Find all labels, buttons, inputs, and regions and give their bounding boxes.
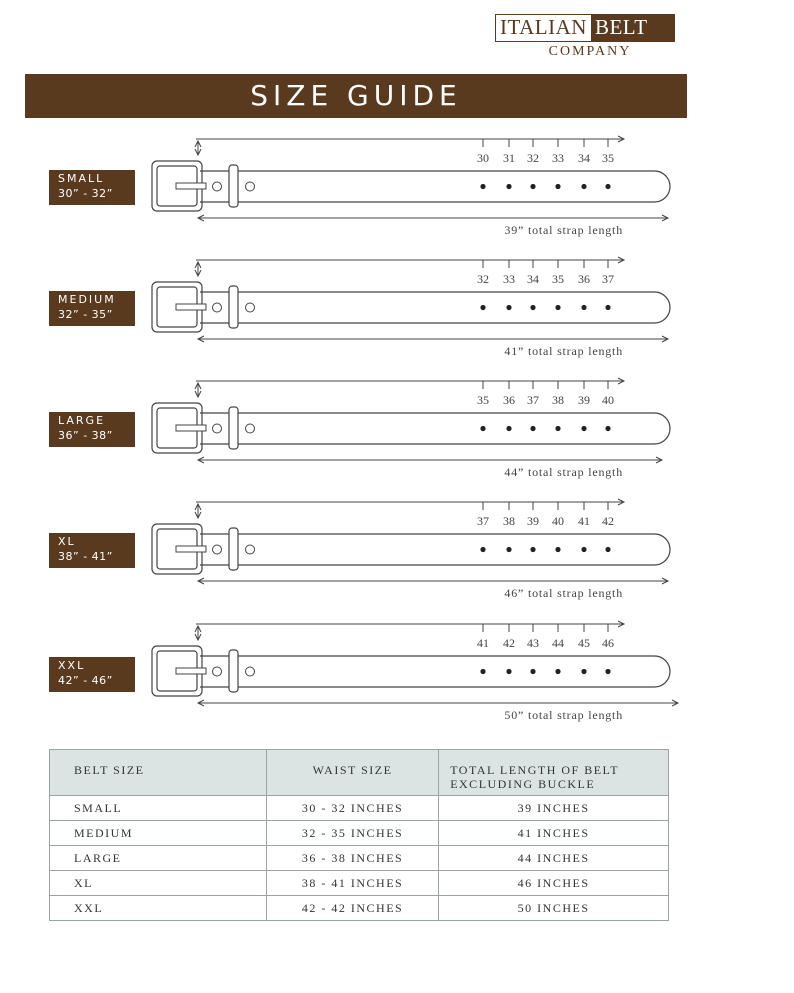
buckle-prong [176,304,206,310]
size-table [49,749,669,921]
rivet-hole [213,303,222,312]
hole-size-label: 36 [578,272,590,286]
cell-waist-size: 42 - 42 INCHES [266,896,438,921]
size-label-range: 38” - 41” [58,550,113,563]
size-label-name: XL [58,535,76,548]
hole-size-label: 37 [527,393,539,407]
adjustment-hole [530,547,535,552]
total-strap-length-label: 44” total strap length [504,465,623,479]
adjustment-hole [555,669,560,674]
rivet-hole [246,424,255,433]
logo-word-company: COMPANY [548,44,632,59]
adjustment-hole [605,426,610,431]
rivet-hole [213,424,222,433]
logo-word-belt: BELT [591,15,674,41]
adjustment-hole [605,184,610,189]
cell-belt-size: MEDIUM [50,821,267,846]
hole-size-label: 32 [477,272,489,286]
hole-size-label: 45 [578,636,590,650]
adjustment-hole [555,184,560,189]
adjustment-hole [480,426,485,431]
belt-keeper [229,286,238,328]
hole-size-label: 38 [552,393,564,407]
size-label-name: LARGE [58,414,106,427]
size-label-range: 36” - 38” [58,429,113,442]
adjustment-hole [480,184,485,189]
cell-belt-size: XXL [50,896,267,921]
rivet-hole [246,667,255,676]
hole-size-label: 41 [578,514,590,528]
total-strap-length-label: 50” total strap length [504,708,623,722]
size-label-name: XXL [58,659,86,672]
belt-strap [200,171,670,202]
hole-size-label: 33 [503,272,515,286]
header-total-length-line2: EXCLUDING BUCKLE [450,777,596,791]
cell-total-length: 46 INCHES [439,871,669,896]
adjustment-hole [530,426,535,431]
belt-keeper [229,528,238,570]
cell-belt-size: XL [50,871,267,896]
header-total-length [439,750,669,796]
size-label-range: 30” - 32” [58,187,113,200]
cell-total-length: 39 INCHES [439,796,669,821]
belt-keeper [229,407,238,449]
adjustment-hole [530,305,535,310]
cell-total-length: 41 INCHES [439,821,669,846]
adjustment-hole [506,547,511,552]
adjustment-hole [480,547,485,552]
adjustment-hole [506,305,511,310]
adjustment-hole [581,426,586,431]
total-strap-length-label: 41” total strap length [504,344,623,358]
header-belt-size: BELT SIZE [50,750,267,796]
rivet-hole [246,303,255,312]
cell-waist-size: 36 - 38 INCHES [266,846,438,871]
adjustment-hole [581,305,586,310]
hole-size-label: 35 [602,151,614,165]
size-label-xxl [49,657,135,692]
hole-size-label: 32 [527,151,539,165]
total-strap-length-label: 39” total strap length [504,223,623,237]
table-row [50,821,669,846]
hole-size-label: 34 [578,151,590,165]
belt-strap [200,413,670,444]
adjustment-hole [555,547,560,552]
hole-size-label: 46 [602,636,614,650]
size-label-small [49,170,135,205]
rivet-hole [213,545,222,554]
cell-total-length: 50 INCHES [439,896,669,921]
belt-keeper [229,650,238,692]
table-row [50,846,669,871]
hole-size-label: 38 [503,514,515,528]
hole-size-label: 36 [503,393,515,407]
buckle-prong [176,668,206,674]
cell-waist-size: 30 - 32 INCHES [266,796,438,821]
total-strap-length-label: 46” total strap length [504,586,623,600]
cell-belt-size: SMALL [50,796,267,821]
rivet-hole [213,667,222,676]
header-waist-size: WAIST SIZE [266,750,438,796]
table-header-row [50,750,669,796]
adjustment-hole [530,184,535,189]
table-row [50,871,669,896]
hole-size-label: 35 [477,393,489,407]
belt-strap [200,656,670,687]
size-label-medium [49,291,135,326]
hole-size-label: 30 [477,151,489,165]
adjustment-hole [530,669,535,674]
hole-size-label: 40 [552,514,564,528]
size-label-xl [49,533,135,568]
rivet-hole [213,182,222,191]
hole-size-label: 37 [477,514,489,528]
hole-size-label: 39 [527,514,539,528]
adjustment-hole [555,426,560,431]
logo-word-italian: ITALIAN [496,15,591,41]
adjustment-hole [605,669,610,674]
belt-strap [200,534,670,565]
hole-size-label: 42 [602,514,614,528]
adjustment-hole [480,669,485,674]
table-row [50,796,669,821]
size-label-name: MEDIUM [58,293,116,306]
cell-total-length: 44 INCHES [439,846,669,871]
adjustment-hole [581,547,586,552]
hole-size-label: 44 [552,636,564,650]
hole-size-label: 40 [602,393,614,407]
hole-size-label: 37 [602,272,614,286]
adjustment-hole [506,669,511,674]
belt-keeper [229,165,238,207]
adjustment-hole [555,305,560,310]
adjustment-hole [581,669,586,674]
rivet-hole [246,545,255,554]
size-label-range: 42” - 46” [58,674,113,687]
size-label-large [49,412,135,447]
hole-size-label: 39 [578,393,590,407]
adjustment-hole [480,305,485,310]
adjustment-hole [581,184,586,189]
rivet-hole [246,182,255,191]
hole-size-label: 34 [527,272,539,286]
size-label-range: 32” - 35” [58,308,113,321]
table-row [50,896,669,921]
hole-size-label: 33 [552,151,564,165]
buckle-prong [176,183,206,189]
belt-strap [200,292,670,323]
cell-waist-size: 38 - 41 INCHES [266,871,438,896]
adjustment-hole [506,184,511,189]
buckle-prong [176,546,206,552]
cell-belt-size: LARGE [50,846,267,871]
hole-size-label: 41 [477,636,489,650]
hole-size-label: 35 [552,272,564,286]
adjustment-hole [506,426,511,431]
size-label-name: SMALL [58,172,105,185]
hole-size-label: 43 [527,636,539,650]
cell-waist-size: 32 - 35 INCHES [266,821,438,846]
hole-size-label: 42 [503,636,515,650]
adjustment-hole [605,547,610,552]
hole-size-label: 31 [503,151,515,165]
adjustment-hole [605,305,610,310]
buckle-prong [176,425,206,431]
page-title: SIZE GUIDE [250,79,462,112]
header-total-length-line1: TOTAL LENGTH OF BELT [450,763,620,777]
